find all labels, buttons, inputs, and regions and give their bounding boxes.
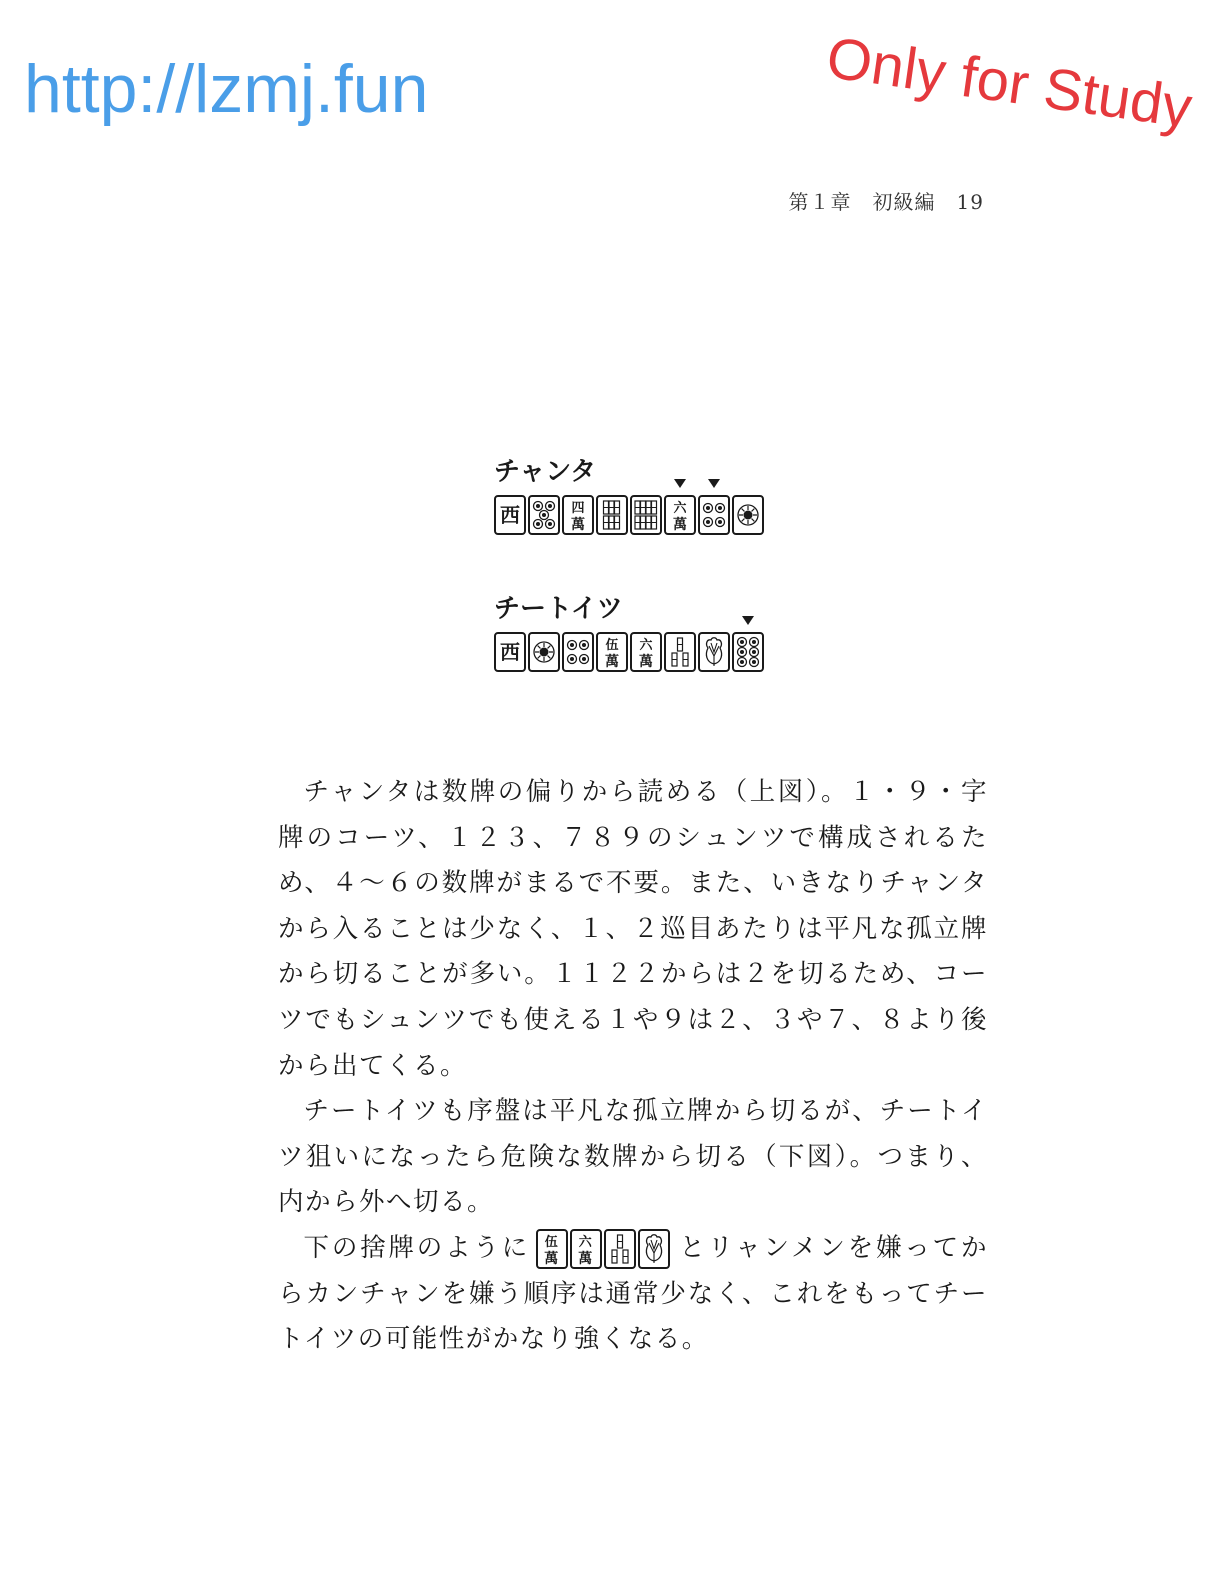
marker-arrow-icon bbox=[674, 479, 686, 488]
tile-slot bbox=[562, 632, 596, 672]
mahjong-tile-icon bbox=[664, 495, 696, 535]
svg-text:萬: 萬 bbox=[544, 1250, 560, 1267]
svg-text:四: 四 bbox=[571, 501, 585, 516]
tile-row bbox=[494, 632, 766, 672]
paragraph: チャンタは数牌の偏りから読める（上図）。１・９・字牌のコーツ、１２３、７８９のシュンツで構成されるため、４～６の数牌がまるで不要。また、いきなりチャンタから入ることは少なく、１、２巡目あたりは平凡な孤立牌から切ることが多い。１１２２からは２を切るため、コーツでもシュンツでも使える１や９は２、３や７、８より後から出てくる。 bbox=[278, 777, 988, 1081]
tile-slot bbox=[596, 495, 630, 535]
watermark-url: http://lzmj.fun bbox=[24, 51, 429, 127]
mahjong-tile-icon bbox=[664, 632, 696, 672]
tile-slot bbox=[698, 632, 732, 672]
svg-text:六: 六 bbox=[578, 1234, 594, 1250]
tile-slot bbox=[630, 632, 664, 672]
tile-slot bbox=[630, 495, 664, 535]
mahjong-tile-icon bbox=[562, 495, 594, 535]
tile-slot bbox=[536, 1229, 570, 1269]
svg-text:萬: 萬 bbox=[578, 1250, 594, 1267]
svg-text:萬: 萬 bbox=[605, 654, 619, 670]
body-text bbox=[278, 770, 988, 1363]
mahjong-tile-icon bbox=[562, 632, 594, 672]
svg-text:六: 六 bbox=[673, 501, 687, 516]
marker-arrow-icon bbox=[708, 479, 720, 488]
tile-slot bbox=[494, 495, 528, 535]
tile-slot bbox=[664, 632, 698, 672]
running-head: 第１章 初級編 19 bbox=[788, 190, 984, 214]
paragraph bbox=[278, 1226, 988, 1363]
tile-slot bbox=[528, 632, 562, 672]
mahjong-tile-icon bbox=[528, 495, 560, 535]
tile-slot bbox=[570, 1229, 604, 1269]
tile-slot bbox=[604, 1229, 638, 1269]
watermark-study: Only for Study bbox=[822, 24, 1196, 141]
tile-slot bbox=[664, 495, 698, 535]
tile-slot bbox=[732, 632, 766, 672]
tile-slot bbox=[638, 1229, 672, 1269]
mahjong-tile-icon bbox=[732, 495, 764, 535]
mahjong-tile-icon bbox=[698, 495, 730, 535]
mahjong-tile-icon bbox=[536, 1229, 568, 1269]
mahjong-tile-icon bbox=[604, 1229, 636, 1269]
mahjong-tile-icon bbox=[698, 632, 730, 672]
mahjong-tile-icon bbox=[732, 632, 764, 672]
svg-text:伍: 伍 bbox=[605, 638, 619, 653]
tile-slot bbox=[562, 495, 596, 535]
mahjong-tile-icon bbox=[638, 1229, 670, 1269]
svg-text:伍: 伍 bbox=[544, 1234, 560, 1250]
mahjong-tile-icon bbox=[596, 632, 628, 672]
mahjong-tile-icon bbox=[596, 495, 628, 535]
svg-text:萬: 萬 bbox=[571, 517, 585, 533]
svg-text:萬: 萬 bbox=[673, 517, 687, 533]
mahjong-tile-icon bbox=[528, 632, 560, 672]
paragraph-text: とリャンメンを嫌ってからカンチャンを嫌う順序は通常少なく、これをもってチートイツの可能性がかなり強くなる。 bbox=[278, 1232, 988, 1355]
paragraph: チートイツも序盤は平凡な孤立牌から切るが、チートイツ狙いになったら危険な数牌から切る（下図）。つまり、内から外へ切る。 bbox=[278, 1096, 988, 1218]
inline-tile-row bbox=[536, 1229, 672, 1269]
mahjong-tile-icon bbox=[570, 1229, 602, 1269]
mahjong-tile-icon bbox=[630, 632, 662, 672]
svg-text:西: 西 bbox=[500, 640, 520, 664]
figure-chiitoitsu bbox=[494, 592, 766, 672]
figure-chanta bbox=[494, 455, 766, 535]
mahjong-tile-icon bbox=[630, 495, 662, 535]
mahjong-tile-icon bbox=[494, 632, 526, 672]
marker-arrow-icon bbox=[742, 616, 754, 625]
tile-slot bbox=[732, 495, 766, 535]
figure-title: チャンタ bbox=[494, 457, 597, 487]
svg-text:西: 西 bbox=[500, 503, 520, 527]
tile-slot bbox=[596, 632, 630, 672]
svg-text:六: 六 bbox=[639, 638, 653, 653]
tile-slot bbox=[698, 495, 732, 535]
tile-slot bbox=[528, 495, 562, 535]
mahjong-tile-icon bbox=[494, 495, 526, 535]
paragraph-text: 下の捨牌のように bbox=[303, 1232, 531, 1263]
svg-text:萬: 萬 bbox=[639, 654, 653, 670]
tile-row bbox=[494, 495, 766, 535]
tile-slot bbox=[494, 632, 528, 672]
figure-title: チートイツ bbox=[494, 594, 623, 624]
